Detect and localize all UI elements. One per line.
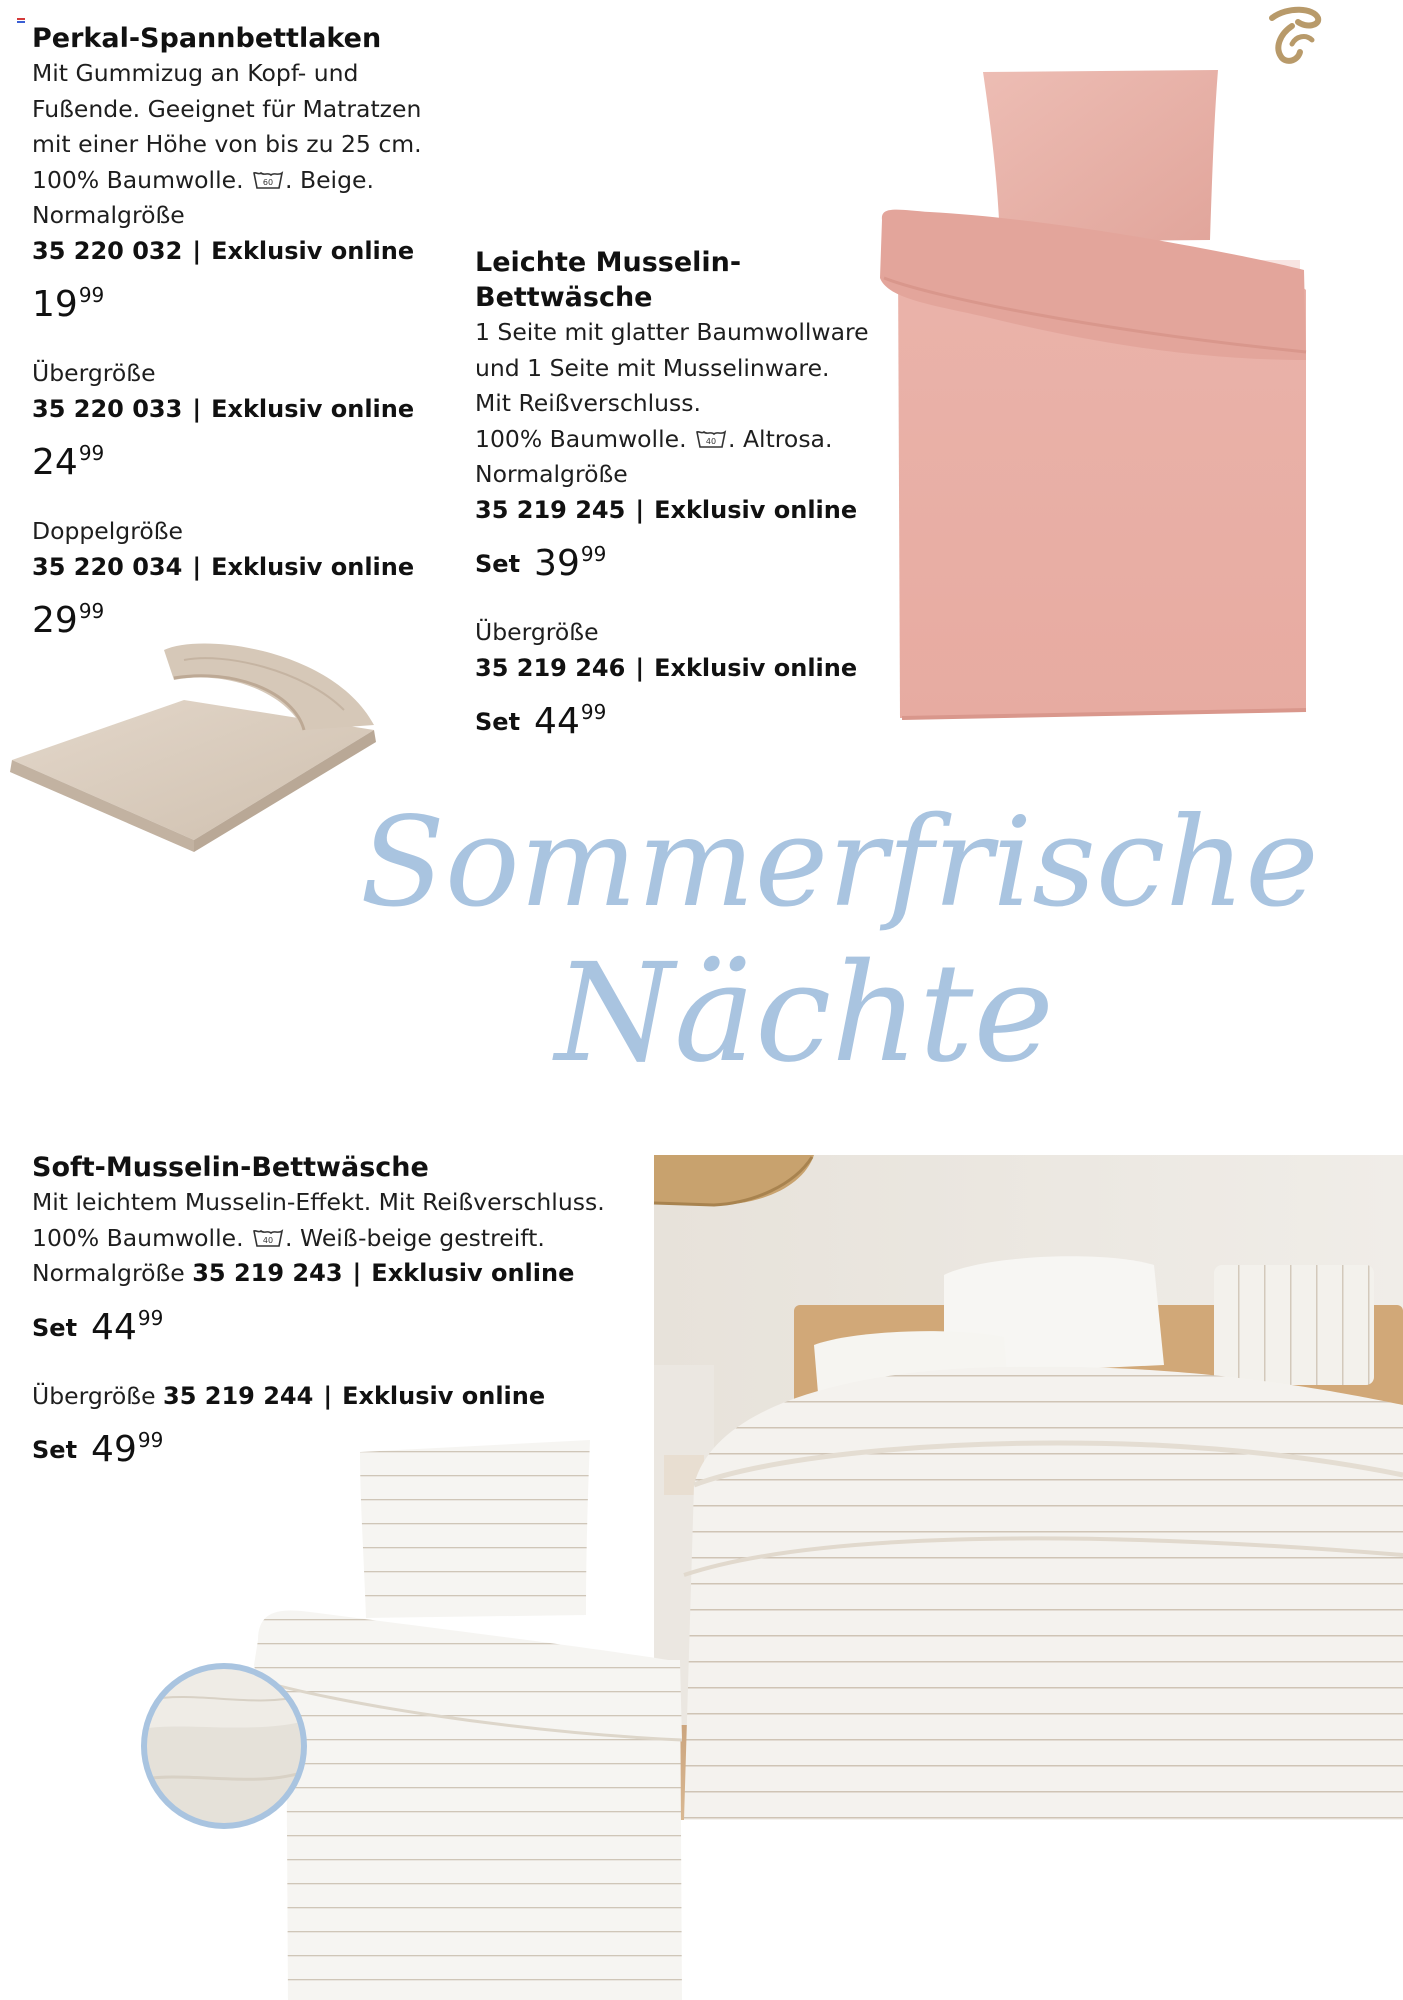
headline-line-2: Nächte (555, 935, 1054, 1093)
fabric-detail-zoom (138, 1660, 310, 1832)
svg-text:40: 40 (705, 436, 717, 446)
price: Set $44^{99}$ (475, 700, 607, 742)
wash-40-icon (253, 1228, 283, 1248)
headline-line-1: Sommerfrische (360, 791, 1319, 935)
price: $19^{99}$ (32, 283, 105, 325)
size-label: Normalgröße (32, 201, 185, 229)
size-label: Normalgröße (475, 460, 628, 488)
product-description: 1 Seite mit glatter Baumwollware und 1 Seite mit Musselinware. Mit Reißverschluss. (475, 318, 869, 417)
material-line: 100% Baumwolle. 40 . Weiß-beige gestreift. (32, 1223, 545, 1252)
corner-mark-icon (17, 18, 25, 24)
price: Set $44^{99}$ (32, 1305, 164, 1348)
svg-text:60: 60 (262, 177, 274, 187)
striped-bedding-image (250, 1440, 690, 2000)
size-line: Normalgröße 35 219 243 | Exklusiv online (32, 1259, 575, 1287)
size-label: Doppelgröße (32, 517, 183, 545)
product-description: Mit Gummizug an Kopf- und Fußende. Geeignet für Matratzen mit einer Höhe von bis zu 25 cm. (32, 59, 422, 158)
material-line: 100% Baumwolle. 40 . Altrosa. (475, 424, 833, 453)
product-leichte-musselin (475, 245, 875, 745)
article-number-line: 35 220 033 | Exklusiv online (32, 394, 415, 423)
bedroom-scene-image (654, 1155, 1403, 1820)
brand-logo-icon (1262, 4, 1326, 64)
size-label: Übergröße (475, 618, 599, 646)
price: Set $39^{99}$ (475, 542, 607, 584)
product-soft-musselin (32, 1150, 652, 1473)
product-spannbettlaken (32, 21, 452, 644)
article-number-line: 35 219 245 | Exklusiv online (475, 495, 858, 524)
fitted-sheet-image (4, 630, 384, 850)
wash-60-icon (253, 170, 283, 190)
product-title: Soft-Musselin-Bettwäsche (32, 1152, 429, 1183)
price: $24^{99}$ (32, 441, 105, 483)
rose-bedding-image (870, 60, 1320, 730)
article-number-line: 35 219 246 | Exklusiv online (475, 653, 858, 682)
size-line: Übergröße 35 219 244 | Exklusiv online (32, 1381, 546, 1410)
product-title: Leichte Musselin- Bettwäsche (475, 247, 742, 313)
svg-text:40: 40 (262, 1235, 274, 1245)
product-title: Perkal-Spannbettlaken (32, 23, 382, 54)
article-number-line: 35 220 034 | Exklusiv online (32, 552, 415, 581)
headline-script (340, 770, 1319, 1110)
price: Set $49^{99}$ (32, 1428, 164, 1470)
price: $29^{99}$ (32, 599, 105, 641)
article-number-line: 35 220 032 | Exklusiv online (32, 236, 415, 265)
wash-40-icon (696, 429, 726, 449)
material-line: 100% Baumwolle. 60 . Beige. (32, 165, 374, 194)
size-label: Übergröße (32, 359, 156, 387)
product-description: Mit leichtem Musselin-Effekt. Mit Reißverschluss. (32, 1188, 605, 1216)
